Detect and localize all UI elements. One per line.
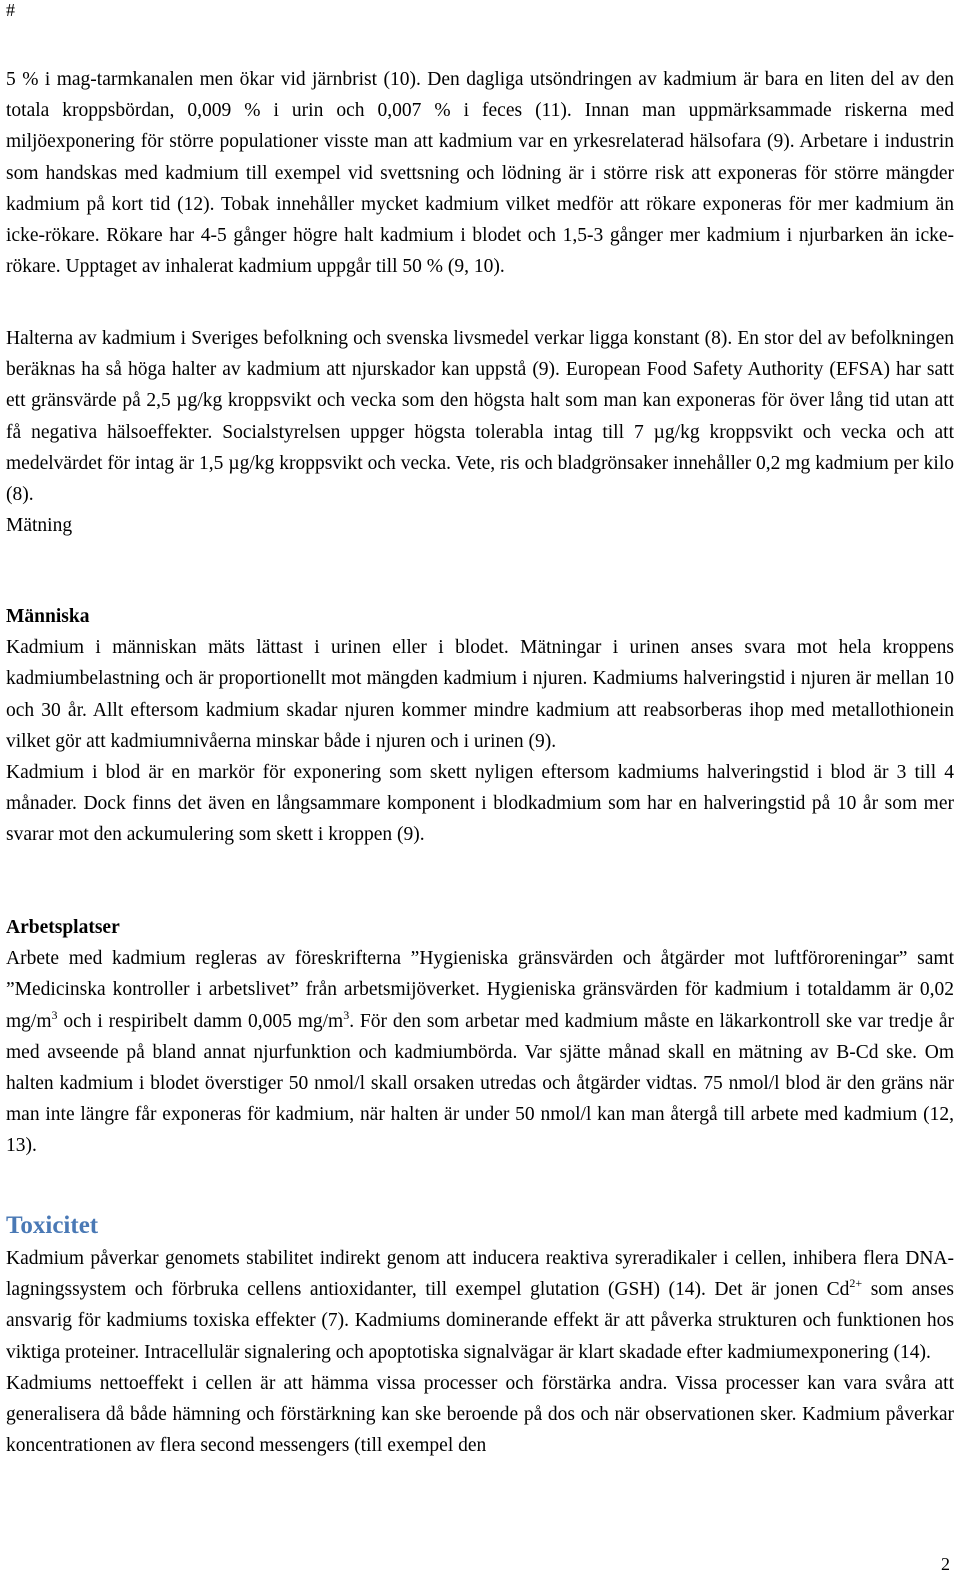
text-run: Arbete med kadmium regleras av föreskrifterna ”Hygieniska gränsvärden och åtgärder mot luftföroreningar” samt ”Medicinska kontroller i arbetslivet” från arbetsmijöverket. Hygieniska gränsvärden för kadmium i totaldamm är 0,02 mg/m (6, 948, 954, 1032)
text-run: och i respiribelt damm 0,005 mg/m (57, 1010, 344, 1032)
paragraph-text (6, 943, 954, 1161)
text-run: . För den som arbetar med kadmium måste en läkarkontroll ske var tredje år med avseende på bland annat njurfunktion och kadmiumbörda. Var sjätte månad skall en mätning av B-Cd ske. Om halten kadmium i blodet överstiger 50 nmol/l skall orsaken utredas och åtgärder vidtas. 75 nmol/l blod är den gräns när man inte längre får exponeras för kadmium, när halten är under 50 nmol/l kan man återgå till arbete med kadmium (12, 13). (6, 1010, 955, 1157)
section-arbetsplatser (6, 912, 954, 1162)
paragraph-text: Kadmiums nettoeffekt i cellen är att hämma vissa processer och förstärka andra. Vissa processer kan vara svåra att generalisera då både hämning och förstärkning kan ske beroende på dos och när observationen sker. Kadmium påverkar koncentrationen av flera second messengers (till exempel den (6, 1372, 954, 1457)
paragraph-text: 5 % i mag-tarmkanalen men ökar vid järnbrist (10). Den dagliga utsöndringen av kadmium är bara en liten del av den totala kroppsbördan, 0,009 % i urin och 0,007 % i feces (11). Innan man uppmärksammade riskerna med miljöexponering för större populationer visste man att kadmium var en yrkesrelaterad hälsofara (9). Arbetare i industrin som handskas med kadmium till exempel vid svettsning och lödning är i större risk att exponeras för större mängder kadmium på kort tid (12). Tobak innehåller mycket kadmium vilket medför att rökare exponeras för mer kadmium än icke-rökare. Rökare har 4-5 gånger högre halt kadmium i blodet och 1,5-3 gånger mer kadmium i njurbarken än icke-rökare. Upptaget av inhalerat kadmium uppgår till 50 % (9, 10). (6, 69, 954, 278)
paragraph-levels (6, 323, 954, 541)
paragraph-text: Halterna av kadmium i Sveriges befolkning och svenska livsmedel verkar ligga konstant (8). En stor del av befolkningen beräknas ha så höga halter av kadmium att njurskador kan uppstå (9). European Food Safety Authority (EFSA) har satt ett gränsvärde på 2,5 µg/kg kroppsvikt och vecka som den högsta halt som man kan exponeras för över lång tid utan att få negativa hälsoeffekter. Socialstyrelsen uppger högsta tolerabla intag till 7 µg/kg kroppsvikt och vecka och att medelvärdet för intag är 1,5 µg/kg kroppsvikt och vecka. Vete, ris och bladgrönsaker innehåller 0,2 mg kadmium per kilo (8). (6, 328, 954, 506)
page-number: 2 (941, 1554, 950, 1574)
paragraph-text: Kadmium i blod är en markör för exponering som skett nyligen eftersom kadmiums halveringstid i blod är 3 till 4 månader. Dock finns det även en långsammare komponent i blodkadmium som har en halveringstid på 10 år som mer svarar mot den ackumulering som skett i kroppen (9). (6, 762, 954, 846)
header-mark: # (6, 0, 15, 20)
section-label-matning: Mätning (6, 515, 73, 537)
paragraph-text: Kadmium i människan mäts lättast i urinen eller i blodet. Mätningar i urinen anses svara mot hela kroppens kadmiumbelastning och är proportionellt mot mängden kadmium i njuren. Kadmiums halveringstid i njuren är mellan 10 och 30 år. Allt eftersom kadmium skadar njuren kommer mindre kadmium att reabsorberas ihop med metallothionein vilket gör att kadmiumnivåerna minskar både i njuren och i urinen (9). (6, 637, 954, 752)
text-run: som anses ansvarig för kadmiums toxiska effekter (7). Kadmiums dominerande effekt är att påverka strukturen och funktionen hos viktiga proteiner. Intracellulär signalering och apoptotiska signalvägar är klart skadade efter kadmiumexponering (14). (6, 1279, 954, 1363)
superscript: 2+ (849, 1276, 863, 1291)
section-manniska (6, 601, 954, 851)
paragraph-exposure (6, 64, 954, 282)
superscript: 3 (51, 1007, 58, 1022)
text-run: Kadmium påverkar genomets stabilitet indirekt genom att inducera reaktiva syreradikaler i cellen, inhibera flera DNA-lagningssystem och förbruka cellens antioxidanter, till exempel glutation (GSH) (14). Det är jonen Cd (6, 1248, 954, 1301)
paragraph-text (6, 1243, 954, 1368)
section-toxicitet (6, 1209, 954, 1461)
heading-arbetsplatser: Arbetsplatser (6, 917, 120, 938)
superscript: 3 (343, 1007, 350, 1022)
heading-manniska: Människa (6, 606, 90, 627)
heading-toxicitet: Toxicitet (6, 1212, 99, 1239)
